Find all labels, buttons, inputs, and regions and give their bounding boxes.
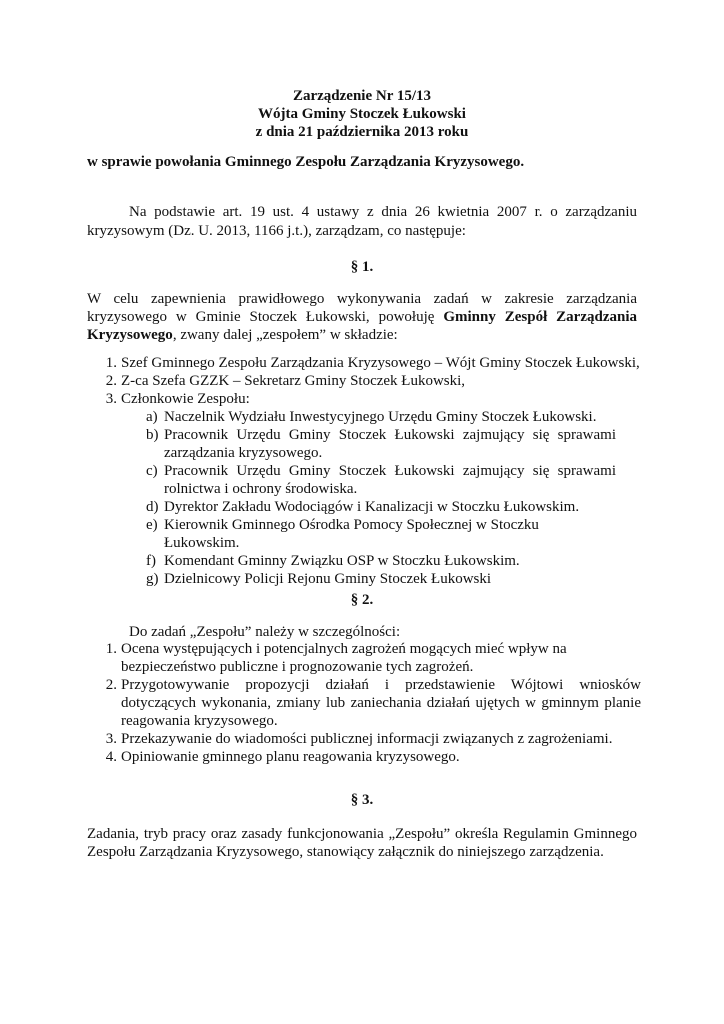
list-item-text: Ocena występujących i potencjalnych zagrożeń mogących mieć wpływ na bezpieczeństwo publiczne i prognozowanie tych zagrożeń. xyxy=(121,641,567,675)
list-item-number: 4. xyxy=(105,749,117,765)
sublist-item xyxy=(146,570,616,588)
sublist-item-letter: g) xyxy=(146,571,159,587)
sublist-item xyxy=(146,498,616,516)
section-2-heading: § 2. xyxy=(350,592,374,608)
preamble: Na podstawie art. 19 ust. 4 ustawy z dnia 26 kwietnia 2007 r. o zarządzaniu kryzysowym (Dz. U. 2013, 1166 j.t.), zarządzam, co następuje: xyxy=(87,204,637,239)
document-header xyxy=(0,87,724,141)
section-1-list xyxy=(101,354,641,588)
sublist-item-text: Dyrektor Zakładu Wodociągów i Kanalizacji w Stoczku Łukowskim. xyxy=(164,499,580,515)
list-item xyxy=(101,748,641,766)
document-subject: w sprawie powołania Gminnego Zespołu Zarządzania Kryzysowego. xyxy=(87,154,525,170)
section-1-intro-bold: Gminny Zespół Zarządzania Kryzysowego xyxy=(87,309,637,343)
section-2-list xyxy=(101,640,641,766)
list-item xyxy=(101,676,641,730)
list-item xyxy=(101,730,641,748)
list-item-number: 3. xyxy=(105,391,117,407)
list-item-text: Szef Gminnego Zespołu Zarządzania Kryzysowego – Wójt Gminy Stoczek Łukowski, xyxy=(121,355,640,371)
sublist-item-text: Kierownik Gminnego Ośrodka Pomocy Społecznej w Stoczku Łukowskim. xyxy=(164,517,539,551)
sublist-item xyxy=(146,462,616,498)
list-item-text: Przygotowywanie propozycji działań i przedstawienie Wójtowi wniosków dotyczących wykonania, zmiany lub zaniechania działań ujętych w gminnym planie reagowania kryzysowego. xyxy=(121,677,641,729)
section-3-heading: § 3. xyxy=(350,792,374,808)
header-issuer: Wójta Gminy Stoczek Łukowski xyxy=(258,106,466,122)
members-sublist xyxy=(121,408,616,588)
sublist-item-text: Pracownik Urzędu Gminy Stoczek Łukowski zajmujący się sprawami zarządzania kryzysowego. xyxy=(164,427,616,461)
sublist-item xyxy=(146,408,616,426)
list-item-text: Opiniowanie gminnego planu reagowania kryzysowego. xyxy=(121,749,460,765)
sublist-item-text: Naczelnik Wydziału Inwestycyjnego Urzędu Gminy Stoczek Łukowski. xyxy=(164,409,597,425)
section-1-intro-text: W celu zapewnienia prawidłowego wykonywania zadań w zakresie zarządzania kryzysowego w Gminie Stoczek Łukowski, powołuję xyxy=(87,291,637,325)
sublist-item xyxy=(146,552,616,570)
list-item-number: 1. xyxy=(105,641,117,657)
sublist-item xyxy=(146,426,616,462)
list-item xyxy=(101,354,641,372)
list-item xyxy=(101,390,641,588)
list-item-number: 1. xyxy=(105,355,117,371)
sublist-item-letter: f) xyxy=(146,553,156,569)
list-item-number: 3. xyxy=(105,731,117,747)
sublist-item-text: Dzielnicowy Policji Rejonu Gminy Stoczek Łukowski xyxy=(164,571,492,587)
sublist-item-text: Komendant Gminny Związku OSP w Stoczku Łukowskim. xyxy=(164,553,520,569)
sublist-item xyxy=(146,516,616,552)
list-item xyxy=(101,640,641,676)
sublist-item-letter: d) xyxy=(146,499,159,515)
list-item-number: 2. xyxy=(105,373,117,389)
list-item xyxy=(101,372,641,390)
header-date: z dnia 21 października 2013 roku xyxy=(255,124,469,140)
sublist-item-letter: c) xyxy=(146,463,158,479)
section-1-heading: § 1. xyxy=(350,259,374,275)
sublist-item-letter: a) xyxy=(146,409,158,425)
header-title: Zarządzenie Nr 15/13 xyxy=(292,88,432,104)
list-item-text: Członkowie Zespołu: xyxy=(121,391,250,407)
sublist-item-letter: e) xyxy=(146,517,158,533)
section-1-intro xyxy=(87,290,637,344)
list-item-text: Przekazywanie do wiadomości publicznej informacji związanych z zagrożeniami. xyxy=(121,731,613,747)
sublist-item-letter: b) xyxy=(146,427,159,443)
section-2-intro: Do zadań „Zespołu” należy w szczególności: xyxy=(129,624,401,640)
sublist-item-text: Pracownik Urzędu Gminy Stoczek Łukowski zajmujący się sprawami rolnictwa i ochrony środowiska. xyxy=(164,463,616,497)
section-3-text: Zadania, tryb pracy oraz zasady funkcjonowania „Zespołu” określa Regulamin Gminnego Zespołu Zarządzania Kryzysowego, stanowiący załącznik do niniejszego zarządzenia. xyxy=(87,826,637,860)
section-1-intro-tail: , zwany dalej „zespołem” w składzie: xyxy=(172,327,398,343)
list-item-number: 2. xyxy=(105,677,117,693)
list-item-text: Z-ca Szefa GZZK – Sekretarz Gminy Stoczek Łukowski, xyxy=(121,373,466,389)
